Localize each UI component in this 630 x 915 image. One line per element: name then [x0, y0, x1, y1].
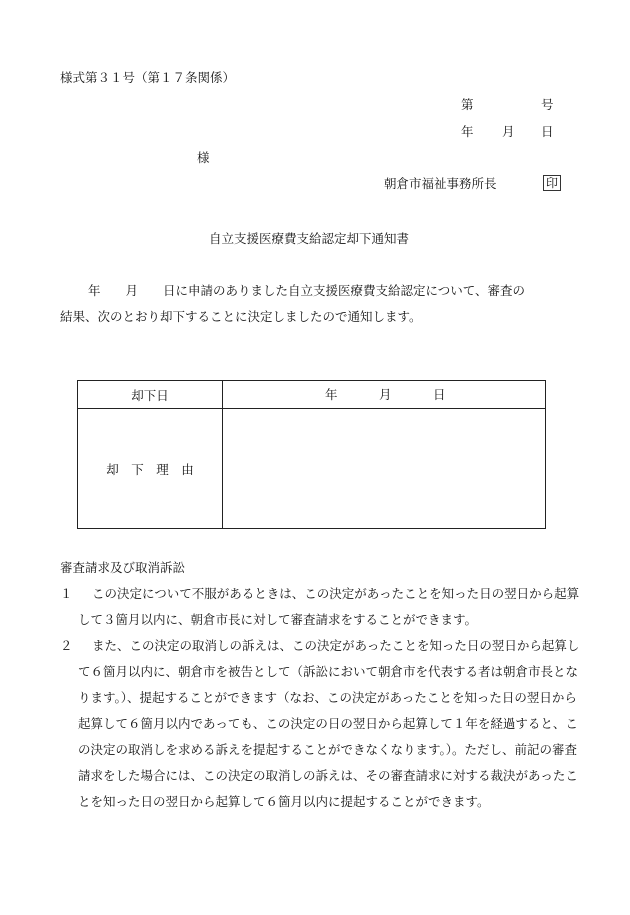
doc-number-prefix: 第 [461, 97, 474, 112]
appeal-heading: 審査請求及び取消訴訟 [60, 560, 186, 575]
rejection-date-label: 却下日 [78, 381, 223, 409]
rejection-date-month: 月 [379, 386, 392, 402]
rejection-date-year: 年 [325, 386, 338, 402]
table-row [78, 409, 546, 529]
body-line-1: 年 月 日に申請のありました自立支援医療費支給認定について、審査の [88, 283, 526, 298]
appeal-item-number: ２ [60, 638, 73, 653]
rejection-table [77, 380, 546, 529]
date-month: 月 [502, 124, 515, 139]
rejection-reason-value [223, 409, 546, 529]
appeal-item-number: １ [60, 586, 73, 601]
issuer-name: 朝倉市福祉事務所長 [384, 176, 497, 191]
appeal-item-2 [60, 633, 580, 815]
appeal-item-text: また、この決定の取消しの訴えは、この決定があったことを知った日の翌日から起算して６箇月以内に、朝倉市を被告として（訴訟において朝倉市を代表する者は朝倉市長となります。）、提起することができます（なお、この決定があったことを知った日の翌日から起算して６箇月以内であっても、この決定の日の翌日から起算して１年を経過すると、この決定の取消しを求める訴えを提起することができなくなります。）。ただし、前記の審査請求をした場合には、この決定の取消しの訴えは、その審査請求に対する裁決があったことを知った日の翌日から起算して６箇月以内に提起することができます。 [78, 638, 580, 809]
addressee-suffix: 様 [197, 150, 210, 165]
rejection-reason-label: 却 下 理 由 [78, 409, 223, 529]
document-title: 自立支援医療費支給認定却下通知書 [209, 231, 410, 246]
seal-mark: 印 [543, 175, 561, 191]
date-day: 日 [541, 124, 554, 139]
date-year: 年 [461, 124, 474, 139]
doc-number-suffix: 号 [541, 97, 554, 112]
appeal-item-text: この決定について不服があるときは、この決定があったことを知った日の翌日から起算して３箇月以内に、朝倉市長に対して審査請求をすることができます。 [78, 586, 580, 627]
rejection-date-value [223, 381, 546, 409]
body-line-2: 結果、次のとおり却下することに決定しましたので通知します。 [60, 309, 422, 324]
rejection-date-day: 日 [433, 386, 446, 402]
table-row [78, 381, 546, 409]
appeal-item-1 [60, 581, 580, 633]
form-number: 様式第３１号（第１７条関係） [60, 70, 236, 85]
